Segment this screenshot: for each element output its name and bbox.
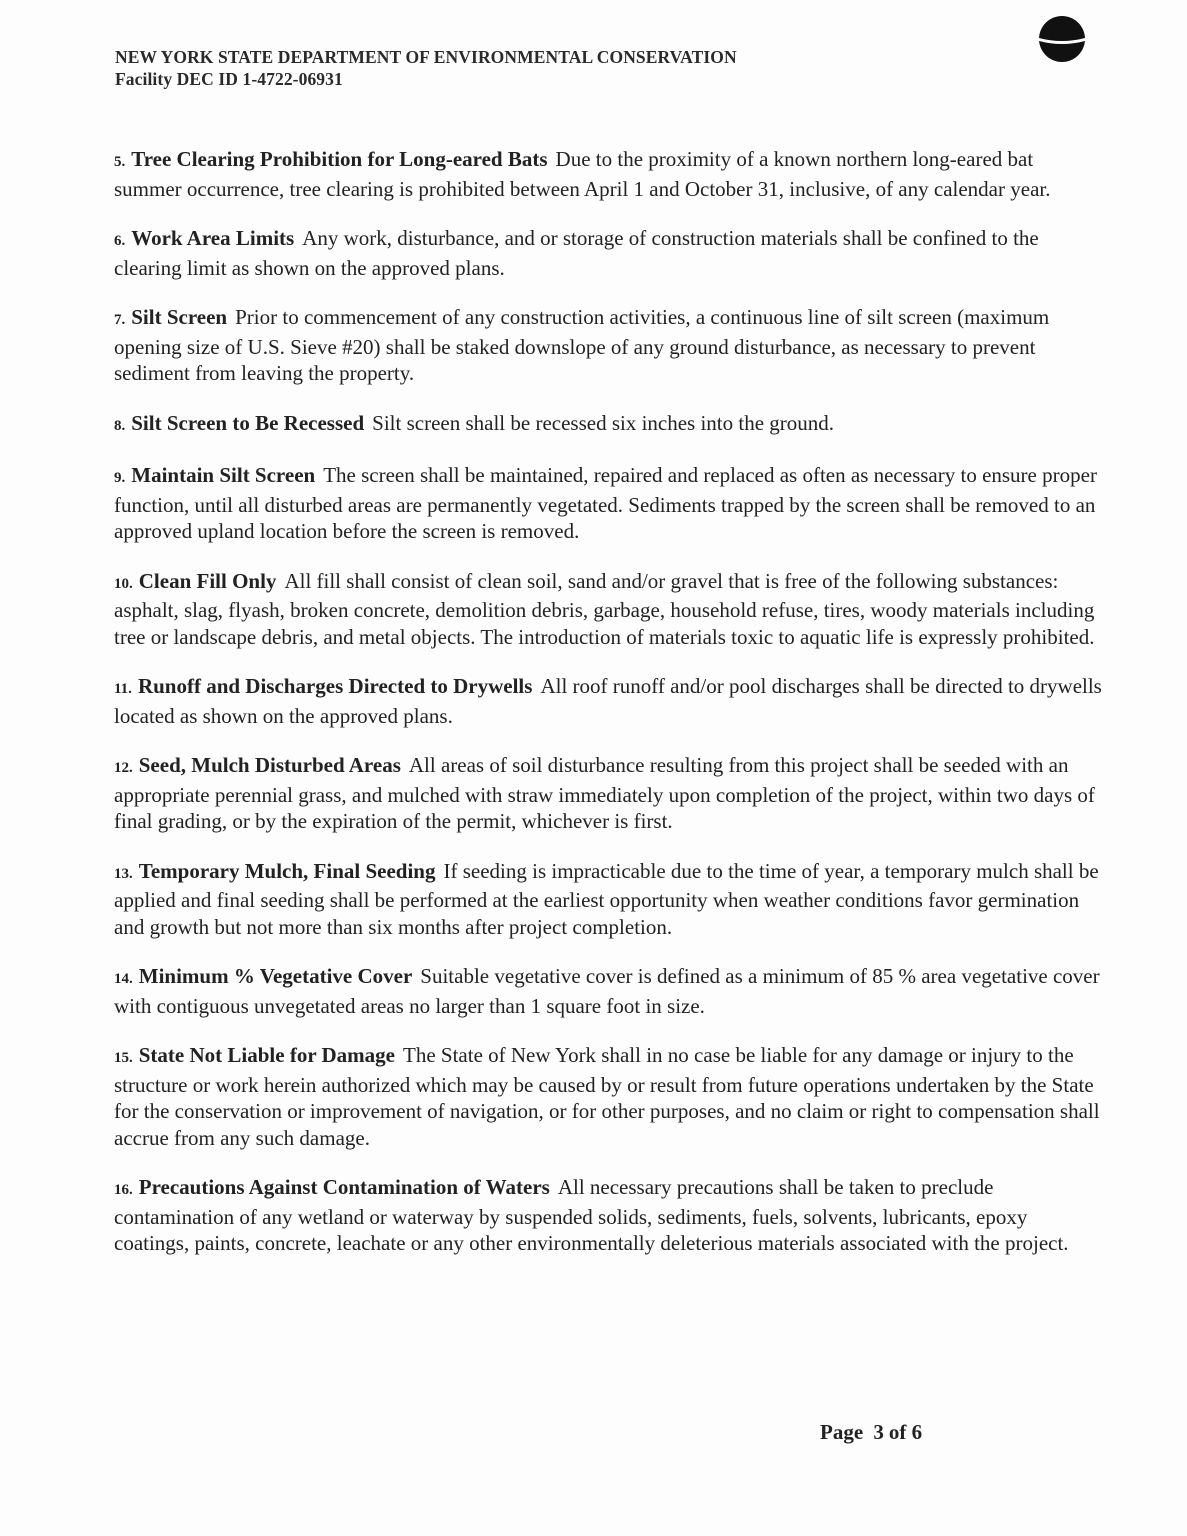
- condition-number: 10.: [114, 575, 133, 592]
- condition-number: 6.: [114, 233, 126, 249]
- condition-item: [114, 963, 1104, 1019]
- page-number: [820, 1420, 922, 1445]
- condition-title: Silt Screen: [131, 305, 228, 329]
- condition-title: Clean Fill Only: [138, 568, 277, 593]
- agency-name: NEW YORK STATE DEPARTMENT OF ENVIRONMENTAL CONSERVATION: [115, 47, 737, 67]
- condition-number: 13.: [114, 865, 133, 882]
- condition-text: Suitable vegetative cover is defined as a minimum of 85 % area vegetative cover with contiguous unvegetated areas no larger than 1 square foot in size.: [114, 964, 1100, 1018]
- condition-item: [114, 146, 1104, 202]
- condition-number: 15.: [114, 1050, 133, 1066]
- condition-item: [114, 1174, 1104, 1257]
- condition-item: [114, 1042, 1104, 1151]
- condition-number: 9.: [114, 470, 126, 486]
- condition-title: Silt Screen to Be Recessed: [131, 410, 365, 435]
- condition-number: 5.: [114, 154, 126, 170]
- page-of: of: [888, 1420, 907, 1444]
- condition-item: [114, 752, 1104, 835]
- condition-text: Silt screen shall be recessed six inches into the ground.: [372, 410, 835, 435]
- condition-title: Temporary Mulch, Final Seeding: [138, 858, 436, 883]
- condition-item: [114, 568, 1104, 651]
- condition-title: Tree Clearing Prohibition for Long-eared Bats: [131, 147, 548, 171]
- condition-text: The screen shall be maintained, repaired and replaced as often as necessary to ensure proper function, until all disturbed areas are permanently vegetated. Sediments trapped by the screen shall be removed to an approved upland location before the screen is removed.: [114, 463, 1097, 543]
- condition-item: [114, 225, 1104, 281]
- condition-number: 16.: [114, 1182, 133, 1198]
- condition-text: Due to the proximity of a known northern long-eared bat summer occurrence, tree clearing is prohibited between April 1 and October 31, inclusive, of any calendar year.: [114, 147, 1051, 201]
- condition-text: All fill shall consist of clean soil, sand and/or gravel that is free of the following substances: asphalt, slag, flyash, broken concrete, demolition debris, garbage, household refuse, tires, woody materials including tree or landscape debris, and metal objects. The introduction of materials toxic to aquatic life is expressly prohibited.: [114, 568, 1095, 649]
- condition-text: Prior to commencement of any construction activities, a continuous line of silt screen (maximum opening size of U.S. Sieve #20) shall be staked downslope of any ground disturbance, as necessary to prevent sediment from leaving the property.: [114, 305, 1050, 385]
- condition-title: Minimum % Vegetative Cover: [138, 964, 413, 988]
- page-label: Page: [820, 1420, 864, 1444]
- condition-title: Runoff and Discharges Directed to Drywells: [137, 674, 533, 698]
- condition-item: [114, 462, 1104, 545]
- nys-dec-logo-icon: [1037, 14, 1087, 64]
- condition-text: The State of New York shall in no case be liable for any damage or injury to the structure or work herein authorized which may be caused by or result from future operations undertaken by the State for the conservation or improvement of navigation, or for other purposes, and no claim or right to compensation shall accrue from any such damage.: [114, 1043, 1100, 1150]
- page-current: 3: [873, 1420, 884, 1444]
- condition-number: 8.: [114, 417, 126, 434]
- page-total: 6: [911, 1420, 923, 1444]
- condition-title: Work Area Limits: [131, 226, 295, 250]
- condition-title: Maintain Silt Screen: [131, 463, 316, 487]
- page-header: [115, 46, 737, 90]
- condition-number: 14.: [114, 971, 133, 987]
- conditions-list: [114, 146, 1104, 1280]
- condition-item: [114, 304, 1104, 387]
- condition-title: Seed, Mulch Disturbed Areas: [138, 753, 401, 777]
- condition-item: [114, 673, 1104, 729]
- condition-title: Precautions Against Contamination of Waters: [138, 1175, 550, 1199]
- condition-text: All necessary precautions shall be taken to preclude contamination of any wetland or waterway by suspended solids, sediments, fuels, solvents, lubricants, epoxy coatings, paints, concrete, leachate or any other environmentally deleterious materials associated with the project.: [114, 1175, 1069, 1255]
- condition-number: 11.: [114, 681, 132, 697]
- facility-id: Facility DEC ID 1-4722-06931: [115, 69, 343, 89]
- condition-text: All roof runoff and/or pool discharges shall be directed to drywells located as shown on the approved plans.: [114, 674, 1102, 728]
- condition-item: [114, 858, 1104, 941]
- condition-text: If seeding is impracticable due to the time of year, a temporary mulch shall be applied and final seeding shall be performed at the earliest opportunity when weather conditions favor germination and growth but not more than six months after project completion.: [114, 858, 1099, 939]
- condition-number: 12.: [114, 760, 133, 776]
- condition-number: 7.: [114, 312, 126, 328]
- condition-item: [114, 410, 1104, 440]
- condition-text: All areas of soil disturbance resulting from this project shall be seeded with an appropriate perennial grass, and mulched with straw immediately upon completion of the project, within two days of final grading, or by the expiration of the permit, whichever is first.: [114, 753, 1095, 833]
- condition-text: Any work, disturbance, and or storage of construction materials shall be confined to the clearing limit as shown on the approved plans.: [114, 226, 1039, 280]
- condition-title: State Not Liable for Damage: [138, 1043, 395, 1067]
